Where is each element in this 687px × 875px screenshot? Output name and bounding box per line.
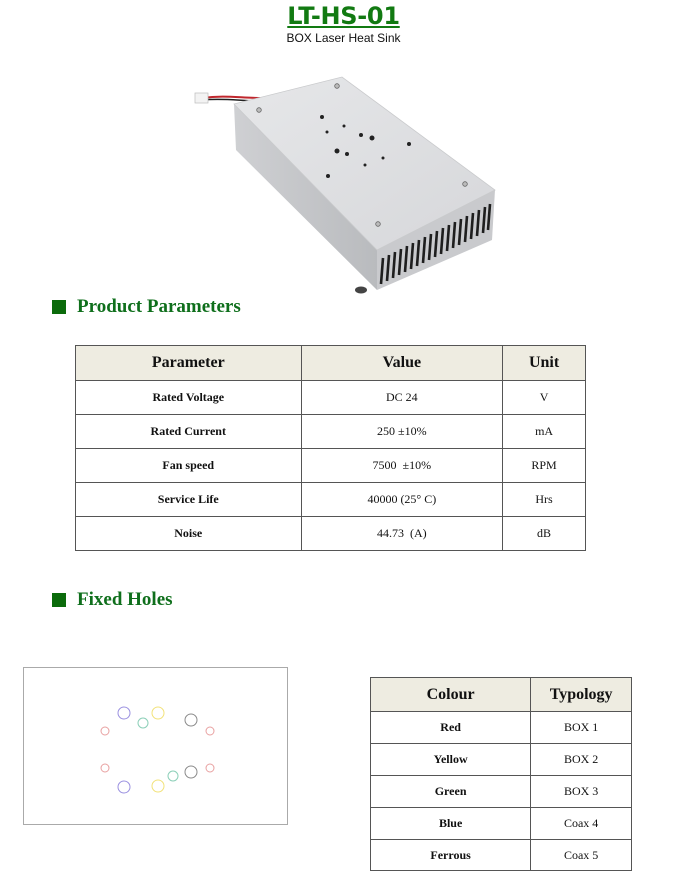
typology-cell: Coax 5 (531, 840, 632, 871)
unit-cell: mA (503, 415, 586, 449)
value-cell: 250 ±10% (301, 415, 503, 449)
colour-cell: Blue (371, 808, 531, 840)
parameter-cell: Service Life (76, 483, 302, 517)
table-row (371, 744, 632, 776)
section-title: Fixed Holes (77, 589, 173, 610)
holes-colour-table (370, 677, 632, 871)
hole-ferrous-icon (185, 766, 197, 778)
table-header-row (76, 346, 586, 381)
table-row (371, 776, 632, 808)
hole-red-icon (101, 727, 109, 735)
product-parameters-table (75, 345, 586, 551)
table-row (76, 483, 586, 517)
bullet-square-icon (52, 593, 66, 607)
bullet-square-icon (52, 300, 66, 314)
table-row (371, 712, 632, 744)
value-cell: DC 24 (301, 381, 503, 415)
header-unit: Unit (503, 346, 586, 381)
unit-cell: Hrs (503, 483, 586, 517)
typology-cell: BOX 2 (531, 744, 632, 776)
section-heading-fixed-holes (52, 589, 173, 611)
hole-blue-icon (118, 707, 130, 719)
section-title: Product Parameters (77, 296, 241, 317)
colour-cell: Red (371, 712, 531, 744)
product-subtitle: BOX Laser Heat Sink (286, 31, 401, 45)
colour-cell: Ferrous (371, 840, 531, 871)
section-heading-product-parameters (52, 296, 241, 318)
holes-layout (24, 668, 287, 824)
hole-red-icon (206, 764, 214, 772)
typology-cell: Coax 4 (531, 808, 632, 840)
value-cell: 44.73 (A) (301, 517, 503, 551)
product-title: LT-HS-01 (287, 2, 400, 30)
fixed-holes-diagram (23, 667, 288, 825)
unit-cell: dB (503, 517, 586, 551)
colour-cell: Yellow (371, 744, 531, 776)
unit-cell: V (503, 381, 586, 415)
table-row (371, 840, 632, 871)
hole-red-icon (101, 764, 109, 772)
hole-red-icon (206, 727, 214, 735)
header-colour: Colour (371, 678, 531, 712)
hole-blue-icon (118, 781, 130, 793)
unit-cell: RPM (503, 449, 586, 483)
hole-ferrous-icon (185, 714, 197, 726)
hole-green-icon (168, 771, 178, 781)
table-row (76, 415, 586, 449)
parameter-cell: Noise (76, 517, 302, 551)
typology-cell: BOX 3 (531, 776, 632, 808)
parameter-cell: Fan speed (76, 449, 302, 483)
table-row (76, 449, 586, 483)
product-image (185, 75, 505, 300)
value-cell: 40000 (25° C) (301, 483, 503, 517)
table-row (76, 517, 586, 551)
parameter-cell: Rated Current (76, 415, 302, 449)
hole-yellow-icon (152, 707, 164, 719)
hole-yellow-icon (152, 780, 164, 792)
header-value: Value (301, 346, 503, 381)
header-parameter: Parameter (76, 346, 302, 381)
hole-green-icon (138, 718, 148, 728)
table-row (371, 808, 632, 840)
table-row (76, 381, 586, 415)
table-header-row (371, 678, 632, 712)
header-typology: Typology (531, 678, 632, 712)
value-cell: 7500 ±10% (301, 449, 503, 483)
colour-cell: Green (371, 776, 531, 808)
parameter-cell: Rated Voltage (76, 381, 302, 415)
typology-cell: BOX 1 (531, 712, 632, 744)
